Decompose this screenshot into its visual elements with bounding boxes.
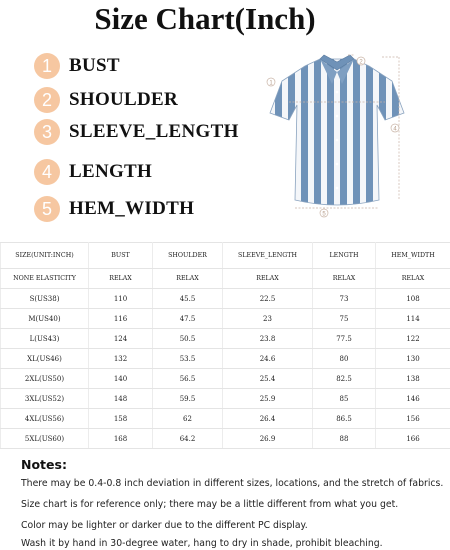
measurement-label: BUST [69, 55, 120, 76]
table-cell: 86.5 [313, 409, 376, 429]
table-cell: 47.5 [153, 309, 223, 329]
table-cell: NONE ELASTICITY [1, 269, 89, 289]
table-row [1, 429, 450, 449]
shirt-body [262, 50, 412, 220]
measurement-item-length [34, 157, 152, 187]
table-cell: 56.5 [153, 369, 223, 389]
table-cell: 22.5 [223, 289, 313, 309]
number-badge: 4 [34, 159, 60, 185]
table-row [1, 309, 450, 329]
svg-text:2: 2 [359, 59, 363, 66]
table-cell: L(US43) [1, 329, 89, 349]
note-line: Color may be lighter or darker due to the different PC display. [21, 520, 308, 531]
table-cell: 80 [313, 349, 376, 369]
column-header: LENGTH [313, 243, 376, 269]
svg-text:5: 5 [322, 211, 326, 218]
measurement-item-sleeve-length [34, 117, 239, 147]
page-title: Size Chart(Inch) [94, 1, 316, 36]
diagram-marker-2 [357, 57, 365, 65]
table-header-row [1, 243, 450, 269]
size-table [0, 242, 450, 449]
table-cell: 5XL(US60) [1, 429, 89, 449]
table-cell: 25.4 [223, 369, 313, 389]
table-row [1, 329, 450, 349]
table-cell: RELAX [313, 269, 376, 289]
column-header: HEM_WIDTH [376, 243, 450, 269]
table-cell: XL(US46) [1, 349, 89, 369]
table-cell: 110 [89, 289, 153, 309]
table-cell: 2XL(US50) [1, 369, 89, 389]
table-cell: 59.5 [153, 389, 223, 409]
note-line: Wash it by hand in 30-degree water, hang to dry in shade, prohibit bleaching. [21, 538, 383, 549]
table-cell: 146 [376, 389, 450, 409]
table-cell: 50.5 [153, 329, 223, 349]
table-cell: 3XL(US52) [1, 389, 89, 409]
column-header: SHOULDER [153, 243, 223, 269]
table-cell: 26.4 [223, 409, 313, 429]
table-cell: S(US38) [1, 289, 89, 309]
svg-text:4: 4 [393, 126, 397, 133]
table-row [1, 369, 450, 389]
measurement-item-hem-width [34, 194, 194, 224]
table-cell: 124 [89, 329, 153, 349]
column-header: BUST [89, 243, 153, 269]
shirt-diagram [262, 50, 412, 220]
table-subheader-row [1, 269, 450, 289]
table-cell: 45.5 [153, 289, 223, 309]
notes-section [21, 457, 444, 549]
table-cell: 114 [376, 309, 450, 329]
table-cell: RELAX [89, 269, 153, 289]
table-cell: RELAX [376, 269, 450, 289]
table-cell: 158 [89, 409, 153, 429]
table-cell: RELAX [153, 269, 223, 289]
number-badge: 1 [34, 53, 60, 79]
table-cell: M(US40) [1, 309, 89, 329]
notes-title: Notes: [21, 457, 67, 472]
table-cell: 108 [376, 289, 450, 309]
table-cell: 23 [223, 309, 313, 329]
table-cell: 53.5 [153, 349, 223, 369]
table-cell: 75 [313, 309, 376, 329]
table-cell: 25.9 [223, 389, 313, 409]
column-header: SIZE(UNIT:INCH) [1, 243, 89, 269]
number-badge: 2 [34, 87, 60, 113]
note-line: Size chart is for reference only; there may be a little different from what you get. [21, 499, 399, 510]
svg-text:1: 1 [269, 80, 273, 87]
number-badge: 3 [34, 119, 60, 145]
table-cell: 166 [376, 429, 450, 449]
measurement-label: LENGTH [69, 161, 153, 182]
table-row [1, 389, 450, 409]
table-cell: 77.5 [313, 329, 376, 349]
table-cell: 148 [89, 389, 153, 409]
table-cell: 85 [313, 389, 376, 409]
table-row [1, 289, 450, 309]
number-badge: 5 [34, 196, 60, 222]
measurement-label: SLEEVE_LENGTH [69, 121, 239, 142]
table-cell: 62 [153, 409, 223, 429]
table-cell: 132 [89, 349, 153, 369]
table-row [1, 409, 450, 429]
table-cell: 156 [376, 409, 450, 429]
measurement-item-bust [34, 51, 120, 81]
table-cell: 138 [376, 369, 450, 389]
table-cell: 73 [313, 289, 376, 309]
table-cell: 24.6 [223, 349, 313, 369]
table-cell: 26.9 [223, 429, 313, 449]
measurement-label: SHOULDER [69, 89, 179, 110]
table-cell: 88 [313, 429, 376, 449]
diagram-marker-5 [320, 209, 328, 217]
table-cell: 140 [89, 369, 153, 389]
table-cell: 122 [376, 329, 450, 349]
column-header: SLEEVE_LENGTH [223, 243, 313, 269]
table-cell: RELAX [223, 269, 313, 289]
table-row [1, 349, 450, 369]
table-cell: 82.5 [313, 369, 376, 389]
diagram-marker-1 [267, 78, 275, 86]
note-line: There may be 0.4-0.8 inch deviation in different sizes, locations, and the stretch of fabrics. [21, 478, 444, 489]
measurement-label: HEM_WIDTH [69, 198, 195, 219]
table-cell: 64.2 [153, 429, 223, 449]
table-cell: 130 [376, 349, 450, 369]
table-cell: 4XL(US56) [1, 409, 89, 429]
table-cell: 23.8 [223, 329, 313, 349]
measurement-item-shoulder [34, 85, 178, 115]
table-cell: 116 [89, 309, 153, 329]
diagram-marker-4 [391, 124, 399, 132]
table-cell: 168 [89, 429, 153, 449]
